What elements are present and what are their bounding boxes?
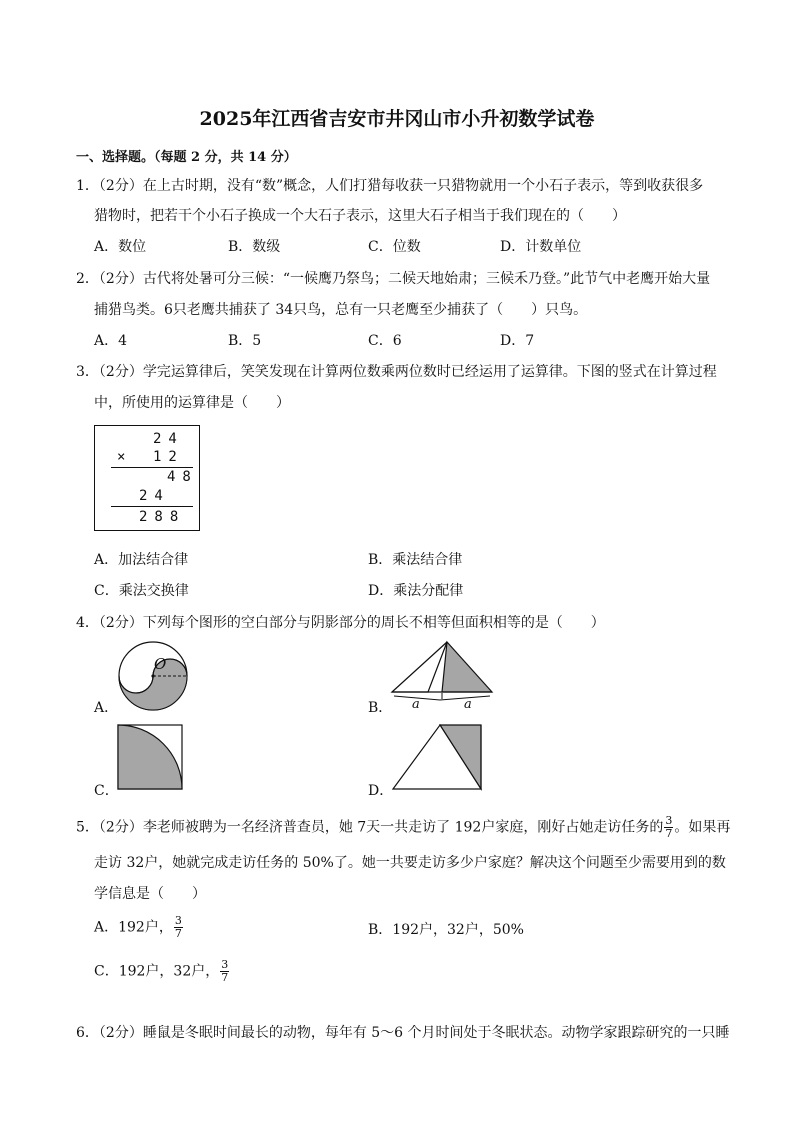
q5-option-a <box>94 915 184 940</box>
calc-multiplier: 12 <box>153 449 184 465</box>
page-title: 2025年江西省吉安市井冈山市小升初数学试卷 <box>199 108 595 130</box>
fraction-denominator: 7 <box>221 971 229 984</box>
figure-c-square <box>117 724 183 790</box>
q5-option-c <box>94 959 230 984</box>
fraction-numerator: 3 <box>221 958 229 971</box>
calc-line <box>111 467 193 468</box>
q1-option-a: A．数位 <box>94 239 147 255</box>
figure-a-circle <box>117 640 189 712</box>
segment-label-left: a <box>412 697 420 712</box>
fraction-3-7 <box>174 915 183 940</box>
q2-line1: 2．（2分）古代将处暑可分三候：“一候鹰乃祭鸟；二候天地始肃；三候禾乃登。”此节气中老鹰开始大量 <box>76 271 711 287</box>
q5-option-b: B．192户，32户，50% <box>368 922 524 938</box>
q1-line2: 猎物时，把若干个小石子换成一个大石子表示，这里大石子相当于我们现在的（ ） <box>94 208 626 224</box>
q2-option-b: B．5 <box>228 333 262 349</box>
calc-product: 288 <box>139 509 186 525</box>
q1-option-b: B．数级 <box>228 239 281 255</box>
figure-d-triangle <box>392 724 482 790</box>
q4-option-b: B． <box>368 700 393 716</box>
q5-line2: 走访 32户，她就完成走访任务的 50%了。她一共要走访多少户家庭？解决这个问题至少需要用到的数 <box>94 855 726 871</box>
q5-line1 <box>76 815 730 840</box>
calc-multiplicand: 24 <box>153 431 184 447</box>
calc-partial-1: 48 <box>167 469 198 485</box>
q5-line1-post: 。如果再 <box>674 819 731 836</box>
q1-option-d: D．计数单位 <box>500 239 582 255</box>
fraction-denominator: 7 <box>174 927 182 940</box>
q5-option-c-text: C．192户，32户， <box>94 963 220 980</box>
fraction-denominator: 7 <box>665 827 673 840</box>
figure-b-triangles <box>390 640 494 712</box>
q6-line1: 6．（2分）睡鼠是冬眠时间最长的动物，每年有 5～6 个月时间处于冬眠状态。动物学家跟踪研究的一只睡 <box>76 1025 730 1041</box>
q3-line2: 中，所使用的运算律是（ ） <box>94 395 290 411</box>
q1-option-c: C．位数 <box>368 239 421 255</box>
q5-line1-pre: 5．（2分）李老师被聘为一名经济普查员，她 7天一共走访了 192户家庭，刚好占她走访任务的 <box>76 819 664 836</box>
q2-line2: 捕猎鸟类。6只老鹰共捕获了 34只鸟，总有一只老鹰至少捕获了（ ）只鸟。 <box>94 302 588 318</box>
calc-line <box>111 506 193 507</box>
fraction-3-7 <box>664 815 673 840</box>
q3-option-b: B．乘法结合律 <box>368 552 463 568</box>
q4-option-a: A． <box>94 700 119 716</box>
q3-option-d: D．乘法分配律 <box>368 583 464 599</box>
q2-option-d: D．7 <box>500 333 535 349</box>
q4-option-d: D． <box>368 783 394 799</box>
fraction-numerator: 3 <box>174 914 182 927</box>
q3-option-c: C．乘法交换律 <box>94 583 189 599</box>
q4-option-c: C． <box>94 783 119 799</box>
q1-line1: 1．（2分）在上古时期，没有“数”概念，人们打猎每收获一只猎物就用一个小石子表示，等到收获很多 <box>76 178 704 194</box>
fraction-numerator: 3 <box>665 814 673 827</box>
q2-option-c: C．6 <box>368 333 402 349</box>
q3-line1: 3．（2分）学完运算律后，笑笑发现在计算两位数乘两位数时已经运用了运算律。下图的竖式在计算过程 <box>76 364 717 380</box>
q2-option-a: A．4 <box>94 333 128 349</box>
fraction-3-7 <box>220 959 229 984</box>
section-heading: 一、选择题。（每题 2 分，共 14 分） <box>76 150 297 165</box>
calc-partial-2: 24 <box>139 488 170 504</box>
segment-label-right: a <box>464 697 472 712</box>
circle-center-label: O <box>154 655 167 673</box>
q3-option-a: A．加法结合律 <box>94 552 189 568</box>
calc-times-sign: × <box>117 449 126 465</box>
q4-line1: 4．（2分）下列每个图形的空白部分与阴影部分的周长不相等但面积相等的是（ ） <box>76 615 605 631</box>
vertical-multiplication <box>94 425 200 531</box>
q5-option-a-text: A．192户， <box>94 919 173 936</box>
q5-line3: 学信息是（ ） <box>94 886 206 902</box>
